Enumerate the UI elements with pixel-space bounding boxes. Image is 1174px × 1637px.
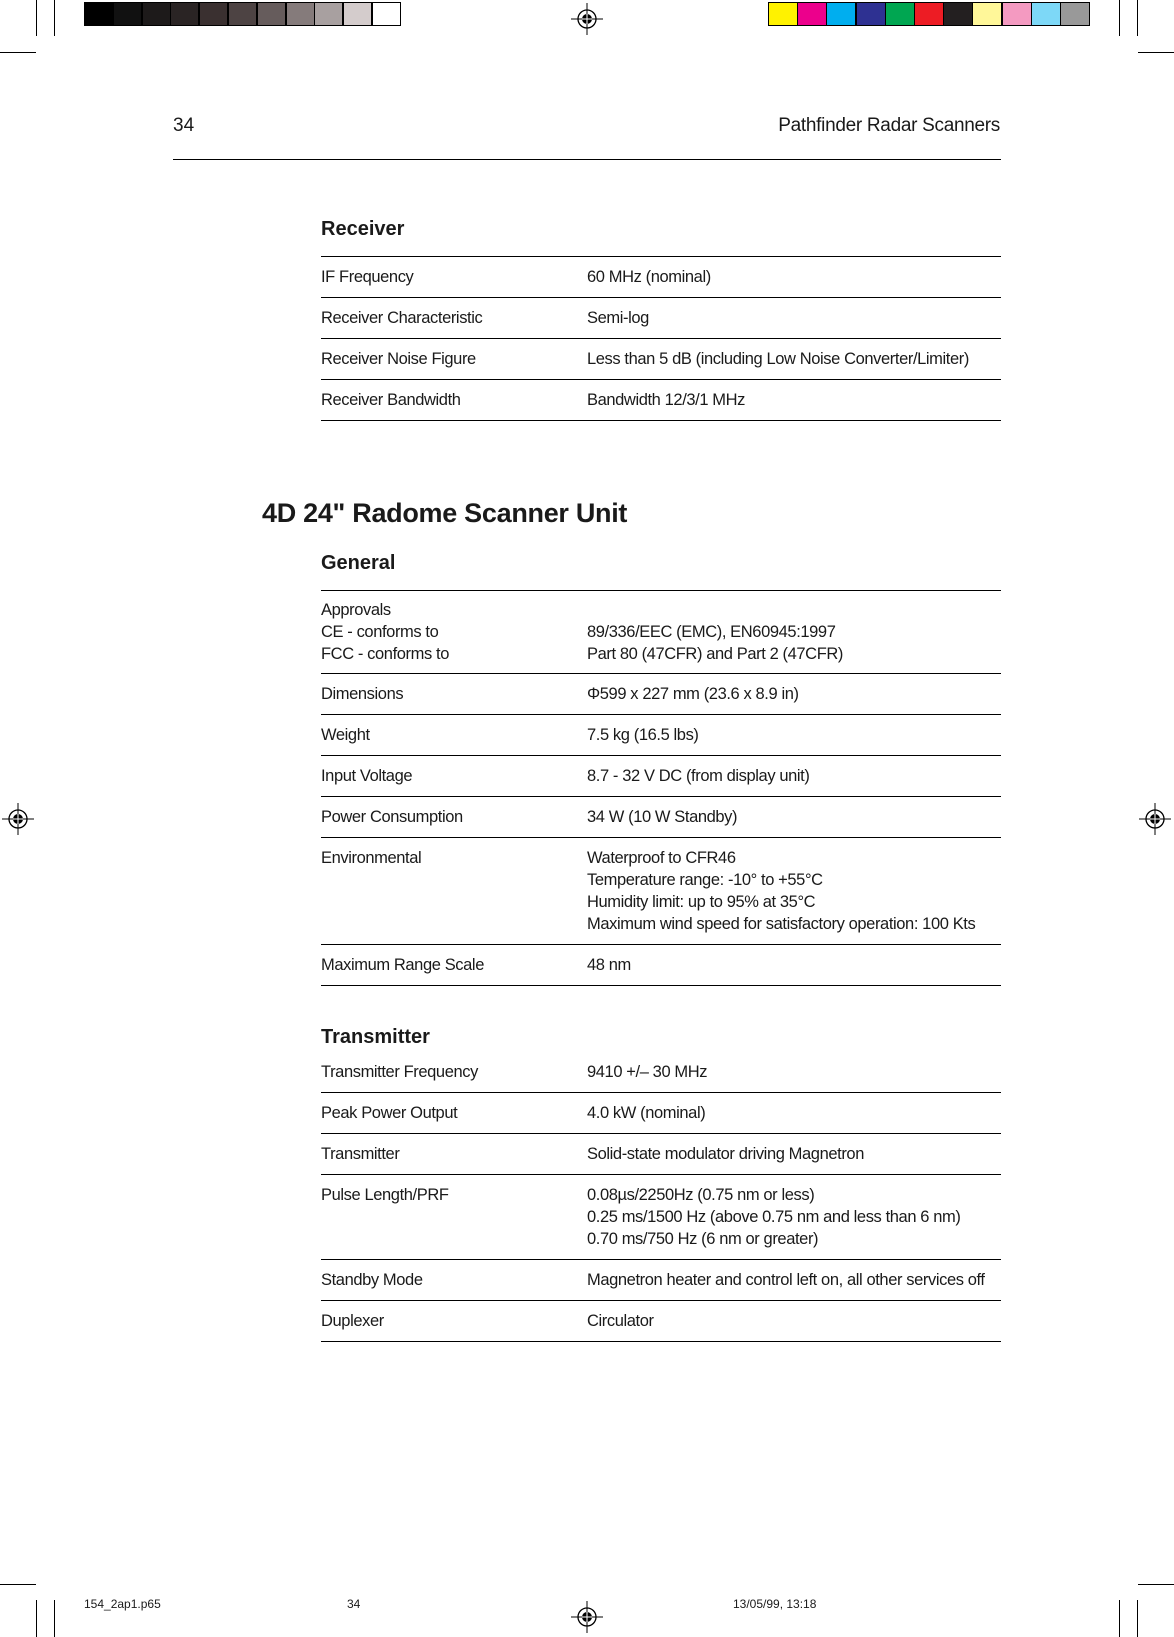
table-row [321,838,1001,945]
color-swatch [1031,2,1061,26]
color-swatch [257,2,286,26]
transmitter-spec-table [321,1053,1001,1342]
table-row [321,756,1001,797]
color-swatch [826,2,856,26]
pulse-line: 0.70 ms/750 Hz (6 nm or greater) [587,1230,819,1248]
table-row [321,591,1001,674]
spec-value: 60 MHz (nominal) [587,268,711,286]
registration-mark-icon [1139,803,1171,835]
table-row [321,1093,1001,1134]
spec-label: Maximum Range Scale [321,956,484,974]
table-row [321,257,1001,298]
table-row [321,1134,1001,1175]
environmental-line: Maximum wind speed for satisfactory operation: 100 Kts [587,915,976,933]
ce-value: 89/336/EEC (EMC), EN60945:1997 [587,623,836,641]
crop-mark [36,1600,37,1637]
receiver-heading: Receiver [321,218,405,240]
spec-value: 8.7 - 32 V DC (from display unit) [587,767,810,785]
color-swatch [1002,2,1032,26]
table-row [321,1301,1001,1342]
spec-value [587,838,1001,945]
spec-label: Input Voltage [321,767,413,785]
crop-mark [1119,1600,1120,1637]
color-swatch [972,2,1002,26]
spec-value: 9410 +/– 30 MHz [587,1063,708,1081]
color-swatch [914,2,944,26]
color-swatch [228,2,257,26]
environmental-line: Waterproof to CFR46 [587,849,736,867]
color-swatch [113,2,142,26]
crop-mark [0,1584,36,1585]
color-swatch [84,2,113,26]
spec-value: 48 nm [587,956,631,974]
spec-value: 7.5 kg (16.5 lbs) [587,726,699,744]
environmental-line: Humidity limit: up to 95% at 35°C [587,893,816,911]
spec-label: Duplexer [321,1312,384,1330]
color-swatch [943,2,973,26]
color-swatch [199,2,228,26]
section-title: 4D 24" Radome Scanner Unit [262,498,628,528]
crop-mark [1138,52,1174,53]
table-row [321,339,1001,380]
table-row [321,1260,1001,1301]
transmitter-heading: Transmitter [321,1026,430,1048]
color-swatch [314,2,343,26]
ce-label: CE - conforms to [321,623,439,641]
color-swatch [372,2,401,26]
spec-value [587,1175,1001,1260]
color-swatch [286,2,315,26]
table-row [321,1175,1001,1260]
general-spec-table [321,590,1001,986]
slug-page: 34 [347,1597,361,1611]
spec-value: Bandwidth 12/3/1 MHz [587,391,746,409]
color-swatch [343,2,372,26]
spec-label: IF Frequency [321,268,414,286]
spec-label: Peak Power Output [321,1104,458,1122]
page-number: 34 [173,115,195,136]
receiver-spec-table [321,256,1001,421]
crop-mark [0,52,36,53]
spec-label: Dimensions [321,685,404,703]
crop-mark [1138,1584,1174,1585]
spec-label: Transmitter Frequency [321,1063,478,1081]
pulse-line: 0.08µs/2250Hz (0.75 nm or less) [587,1186,815,1204]
spec-value: Less than 5 dB (including Low Noise Converter/Limiter) [587,350,969,368]
color-swatch [856,2,886,26]
spec-label: Pulse Length/PRF [321,1186,449,1204]
spec-value: 34 W (10 W Standby) [587,808,738,826]
spec-value: Circulator [587,1312,654,1330]
registration-mark-icon [571,3,603,35]
table-row [321,298,1001,339]
spec-label: Transmitter [321,1145,400,1163]
spec-value: Solid-state modulator driving Magnetron [587,1145,864,1163]
spec-label: Weight [321,726,370,744]
table-row [321,715,1001,756]
spec-label [321,591,587,674]
color-swatch [142,2,171,26]
crop-mark [54,0,55,36]
fcc-label: FCC - conforms to [321,645,449,663]
table-row [321,797,1001,838]
spec-label: Receiver Noise Figure [321,350,476,368]
table-row [321,380,1001,421]
spec-label: Environmental [321,849,422,867]
spec-label: Receiver Characteristic [321,309,483,327]
table-row [321,945,1001,986]
slug-date: 13/05/99, 13:18 [733,1597,817,1611]
header-rule [173,159,1001,160]
color-swatch [1060,2,1090,26]
spec-value: Φ599 x 227 mm (23.6 x 8.9 in) [587,685,799,703]
color-swatch [797,2,827,26]
spec-label: Power Consumption [321,808,463,826]
crop-mark [54,1600,55,1637]
color-swatch [170,2,199,26]
fcc-value: Part 80 (47CFR) and Part 2 (47CFR) [587,645,843,663]
approvals-heading: Approvals [321,601,391,619]
spec-label: Standby Mode [321,1271,423,1289]
registration-mark-icon [2,803,34,835]
spec-value: 4.0 kW (nominal) [587,1104,706,1122]
crop-mark [1137,0,1138,36]
color-swatch [885,2,915,26]
spec-value: Semi-log [587,309,649,327]
spec-value: Magnetron heater and control left on, all other services off [587,1271,985,1289]
pulse-line: 0.25 ms/1500 Hz (above 0.75 nm and less than 6 nm) [587,1208,961,1226]
spec-value [587,591,1001,674]
color-swatch [768,2,798,26]
crop-mark [1137,1600,1138,1637]
table-row [321,1053,1001,1093]
environmental-line: Temperature range: -10° to +55°C [587,871,823,889]
slug-filename: 154_2ap1.p65 [84,1597,161,1611]
registration-mark-icon [571,1601,603,1633]
spec-label: Receiver Bandwidth [321,391,461,409]
crop-mark [36,0,37,36]
running-head: Pathfinder Radar Scanners [778,115,1000,136]
crop-mark [1119,0,1120,36]
general-heading: General [321,552,396,574]
table-row [321,674,1001,715]
